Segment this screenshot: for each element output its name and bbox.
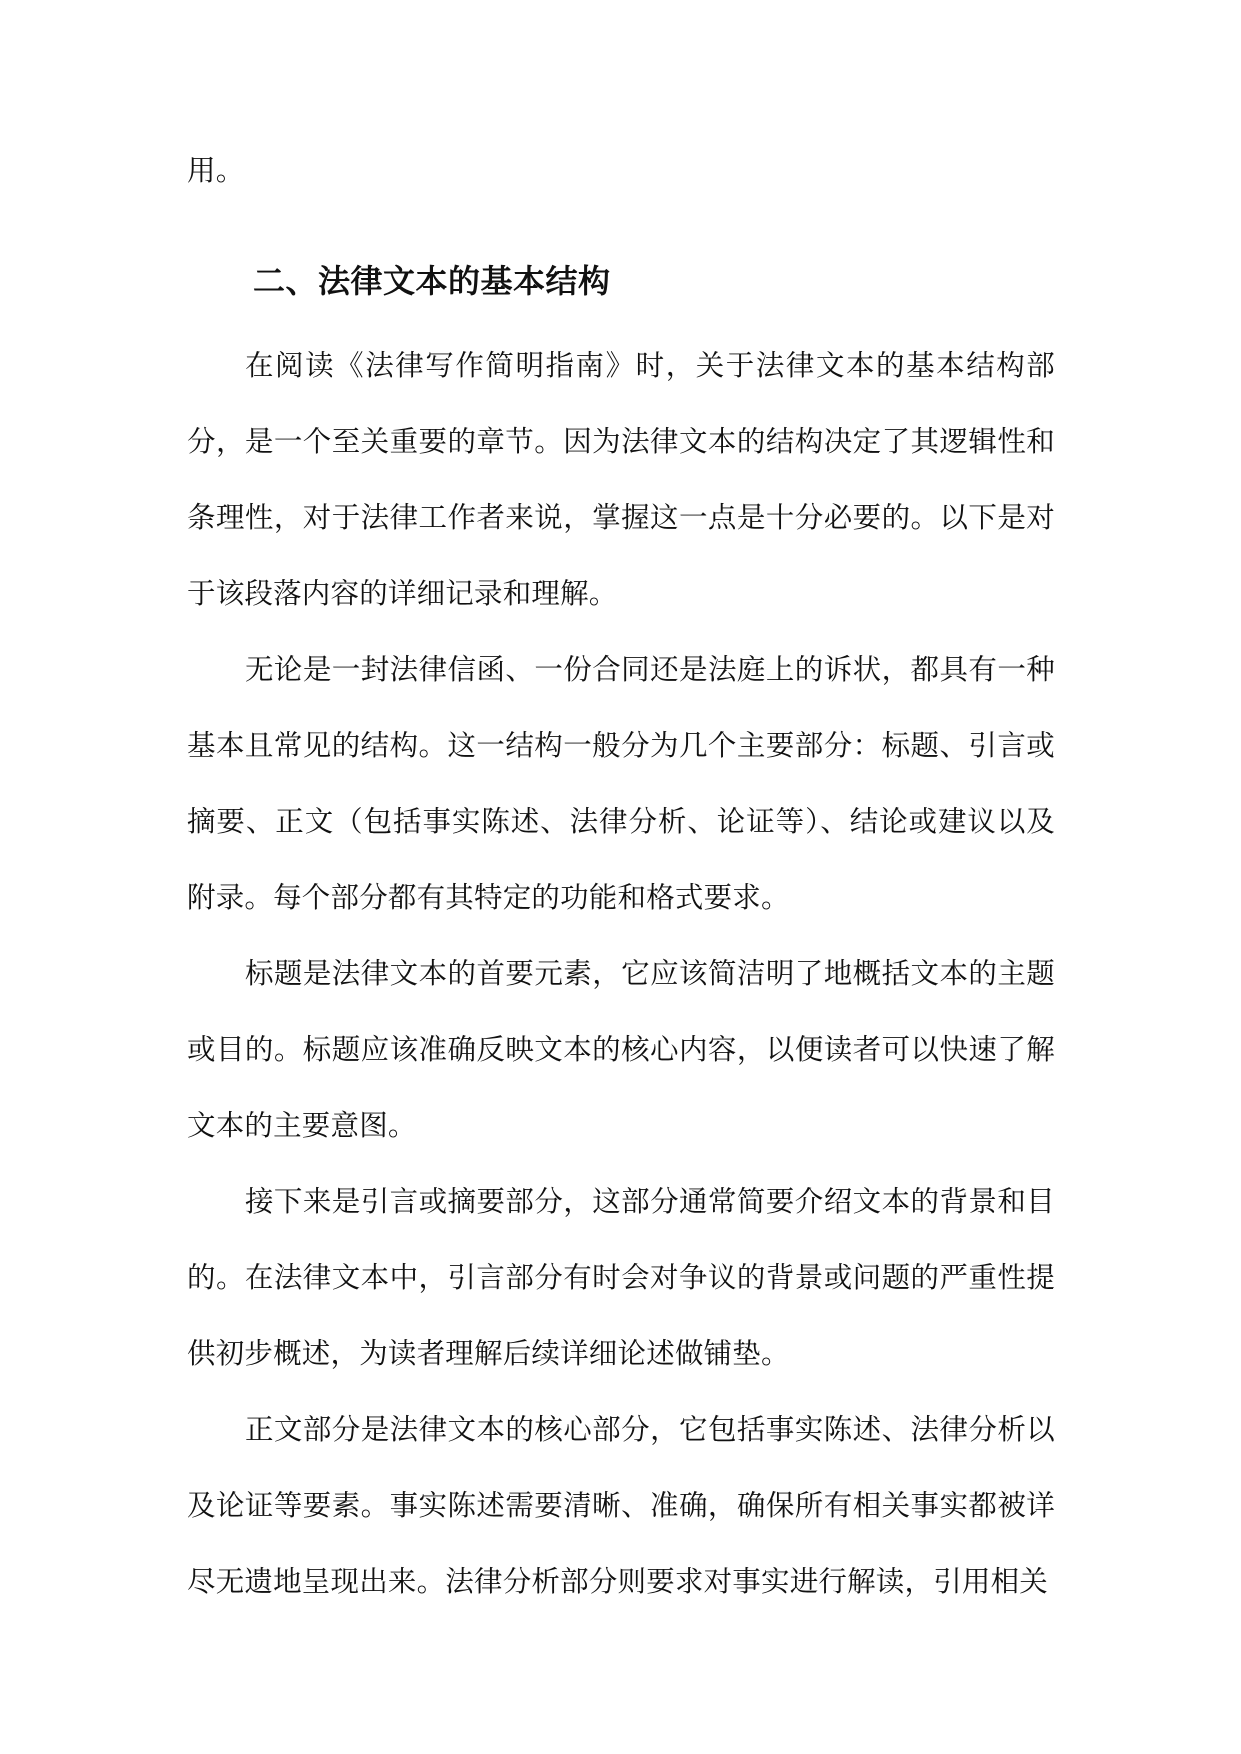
paragraph: 无论是一封法律信函、一份合同还是法庭上的诉状，都具有一种基本且常见的结构。这一结构一般分为几个主要部分：标题、引言或摘要、正文（包括事实陈述、法律分析、论证等）、结论或建议以及附录。每个部分都有其特定的功能和格式要求。 xyxy=(187,653,1055,914)
continuation-text: 用。 xyxy=(187,154,245,187)
paragraph: 接下来是引言或摘要部分，这部分通常简要介绍文本的背景和目的。在法律文本中，引言部分有时会对争议的背景或问题的严重性提供初步概述，为读者理解后续详细论述做铺垫。 xyxy=(187,1185,1055,1370)
paragraph: 在阅读《法律写作简明指南》时，关于法律文本的基本结构部分，是一个至关重要的章节。因为法律文本的结构决定了其逻辑性和条理性，对于法律工作者来说，掌握这一点是十分必要的。以下是对于该段落内容的详细记录和理解。 xyxy=(187,349,1055,610)
paragraph: 正文部分是法律文本的核心部分，它包括事实陈述、法律分析以及论证等要素。事实陈述需要清晰、准确，确保所有相关事实都被详尽无遗地呈现出来。法律分析部分则要求对事实进行解读，引用相关 xyxy=(187,1413,1055,1598)
paragraph: 标题是法律文本的首要元素，它应该简洁明了地概括文本的主题或目的。标题应该准确反映文本的核心内容，以便读者可以快速了解文本的主要意图。 xyxy=(187,957,1055,1142)
section-heading: 二、法律文本的基本结构 xyxy=(253,262,611,300)
